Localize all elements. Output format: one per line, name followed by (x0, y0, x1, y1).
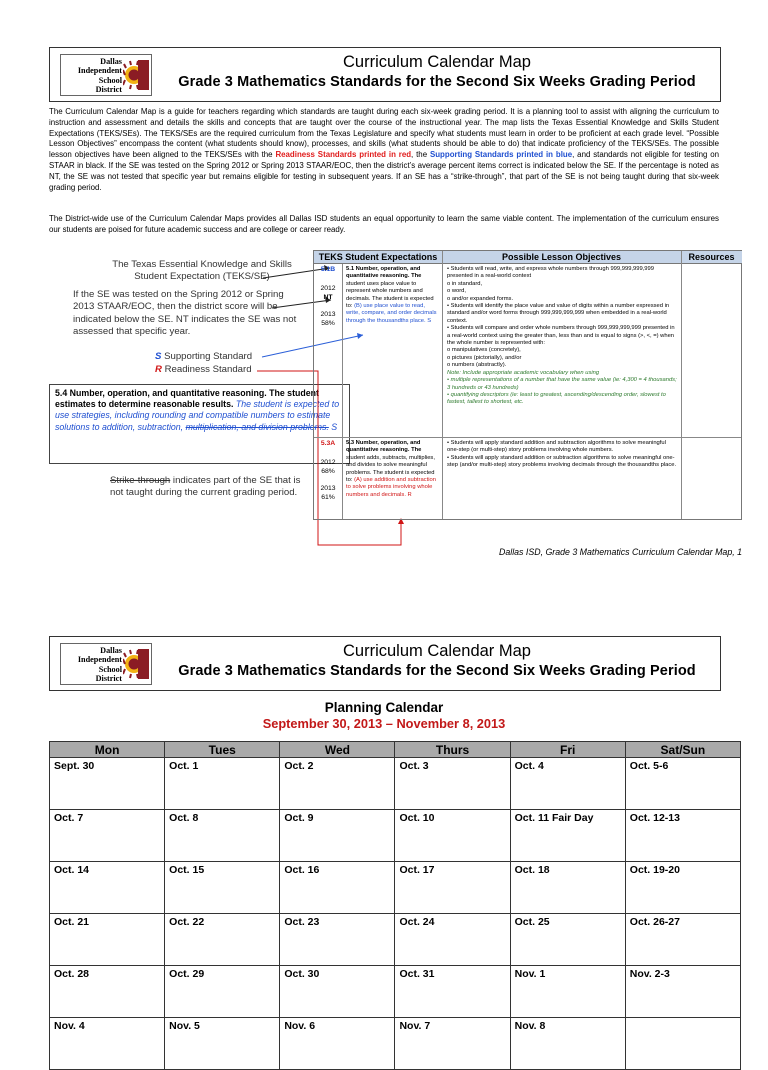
readiness-standards-text: Readiness Standards printed in red (275, 150, 412, 160)
se-supporting-text: (B) use place value to read, write, compare, and order decimals through the thousandths place. S (346, 303, 437, 324)
intro-text: , the (411, 150, 430, 160)
strike-word: Strike-through (110, 475, 171, 486)
calendar-day-cell: Nov. 2-3 (625, 966, 740, 1018)
se-bold: 5.1 Number, operation, and quantitative reasoning. The (346, 266, 422, 280)
calendar-day-cell: Oct. 4 (510, 758, 625, 810)
logo-line: School (98, 75, 122, 85)
readiness-label: Readiness Standard (164, 364, 252, 375)
planning-calendar (49, 741, 741, 1070)
logo-line: School (98, 664, 122, 674)
se-readiness-text: (A) use addition and subtraction to solve problems involving whole numbers and decimals. R (346, 477, 436, 498)
supporting-label: Supporting Standard (164, 351, 253, 362)
calendar-day-cell: Oct. 22 (165, 914, 280, 966)
example-se-bold: 5.4 Number, operation, and quantitative reasoning. The student estimates to determine reasonable results. (55, 388, 319, 410)
page2-header-banner (49, 636, 721, 691)
example-se-strike: multiplication, and division problems. (185, 421, 329, 432)
logo-line: Dallas (100, 646, 122, 655)
table-divider (442, 251, 443, 519)
calendar-day-cell: Oct. 26-27 (625, 914, 740, 966)
calendar-day-cell: Oct. 23 (280, 914, 395, 966)
calendar-day-cell: Sept. 30 (50, 758, 165, 810)
se-bold: 5.3 Number, operation, and quantitative reasoning. The (346, 440, 422, 454)
calendar-week-row (50, 966, 741, 1018)
calendar-day-cell: Oct. 11 Fair Day (510, 810, 625, 862)
page-footer: Dallas ISD, Grade 3 Mathematics Curriculum Calendar Map, 1 (499, 547, 742, 557)
calendar-day-cell: Oct. 30 (280, 966, 395, 1018)
logo-line: Independent (77, 66, 122, 76)
vocab-note: • multiple representations of a number that have the same value (ie: 4,300 = 4 thousands; 3 hundreds or 43 hundreds) (447, 377, 677, 391)
page-title: Curriculum Calendar Map (343, 53, 531, 71)
calendar-day-cell: Oct. 9 (280, 810, 395, 862)
calendar-day-cell: Oct. 28 (50, 966, 165, 1018)
sun-icon (123, 649, 149, 679)
day-header: Tues (165, 742, 280, 758)
page-title: Curriculum Calendar Map (343, 642, 531, 660)
calendar-day-cell: Oct. 7 (50, 810, 165, 862)
year-label: 2013 (320, 311, 336, 318)
day-header: Mon (50, 742, 165, 758)
example-se-letter: S (328, 421, 338, 432)
readiness-letter: R (155, 364, 162, 375)
objectives-list (447, 266, 678, 407)
calendar-day-cell: Oct. 29 (165, 966, 280, 1018)
objective-item: o in standard, (447, 280, 483, 287)
calendar-day-cell: Oct. 31 (395, 966, 510, 1018)
strike-annotation-text: indicates part of the SE that is not taught during the current grading period. (110, 475, 301, 499)
day-header: Sat/Sun (625, 742, 740, 758)
resources-header: Resources (681, 251, 742, 264)
year-score: NT (323, 294, 333, 301)
calendar-day-cell (625, 1018, 740, 1070)
calendar-header-row (50, 742, 741, 758)
calendar-week-row (50, 914, 741, 966)
se-description (346, 266, 439, 325)
intro-text: , and standards not eligible for testing on STAAR in black. If the SE was tested on the Spring 2012 or Spring 2013 STAAR/EOC, then the district’s average percent items correct is indicated below the SE. If the percentage is noted as NT, the SE was not tested that specific year but remains eligible for testing in subsequent years. If an SE has a “strike-through”, that part of the SE is not being taught during that six-week grading period. (49, 150, 720, 192)
objective-item: • Students will identify the place value and value of digits within a number expressed in standard and/or word forms through 999,999,999,999 when embedded in a real-world context. (447, 303, 670, 324)
year-label: 2012 (320, 459, 336, 466)
logo-line: Dallas (100, 57, 122, 66)
calendar-title: Planning Calendar (324, 700, 444, 715)
calendar-day-cell: Oct. 15 (165, 862, 280, 914)
page-subtitle: Grade 3 Mathematics Standards for the Second Six Weeks Grading Period (178, 74, 696, 90)
calendar-day-cell: Oct. 18 (510, 862, 625, 914)
day-header: Wed (280, 742, 395, 758)
intro-text: The Curriculum Calendar Map is a guide for teachers regarding which standards are taught during each six-week grading period. It is a planning tool to assist with aligning the curriculum to instruction and assessment and details the skills and concepts that are taught over the course of the instructional year. The map lists the Texas Essential Knowledge and Skills Student Expectations (TEKS/SEs). The TEKS/SEs are the required curriculum from the Texas Legislature and specify what students must learn in order to be proficient at each grade level. “Possible Lesson Objectives” encompass the content (what students should know), processes, and skills (what students should be able to do) that indicate proficiency of the TEKS/SEs. The possible lesson objectives have been aligned to the TEKS/SEs with the (49, 107, 719, 160)
intro-text: The District-wide use of the Curriculum Calendar Maps provides all Dallas ISD students an equal opportunity to learn the same viable content. The implementation of the curriculum ensures our students are poised for future academic success and are college or career ready. (49, 214, 719, 234)
calendar-day-cell: Oct. 25 (510, 914, 625, 966)
calendar-day-cell: Nov. 5 (165, 1018, 280, 1070)
objective-item: • Students will compare and order whole numbers through 999,999,999,999 presented in a real-world context using the greater than, less than and is equal to signs (>, <, =) when the whole number is represented with: (447, 325, 675, 347)
year-label: 2013 (320, 485, 336, 492)
calendar-day-cell: Oct. 16 (280, 862, 395, 914)
se-text: student uses place value to represent whole numbers and decimals. The student is expected to: (346, 280, 434, 310)
calendar-day-cell: Nov. 4 (50, 1018, 165, 1070)
calendar-day-cell: Oct. 24 (395, 914, 510, 966)
calendar-day-cell: Oct. 14 (50, 862, 165, 914)
year-score: 61% (321, 494, 335, 501)
objective-item: • Students will apply standard addition or subtraction algorithms to solve meaningful one-step (and/or multi-step) story problems involving decimals through the thousandths place. (447, 454, 677, 469)
supporting-standards-text: Supporting Standards printed in blue (429, 150, 573, 160)
se-code: 5.1B (320, 266, 336, 273)
district-logo (60, 643, 152, 685)
day-header: Thurs (395, 742, 510, 758)
logo-line: Independent (77, 655, 122, 665)
objectives-list (447, 440, 678, 470)
objective-item: o word, (447, 288, 467, 295)
row-divider (314, 437, 741, 438)
year-score: 68% (321, 468, 335, 475)
calendar-day-cell: Oct. 3 (395, 758, 510, 810)
sample-teks-table (313, 250, 742, 520)
teks-header: TEKS Student Expectations (314, 251, 442, 264)
calendar-day-cell: Oct. 2 (280, 758, 395, 810)
calendar-week-row (50, 1018, 741, 1070)
day-header: Fri (510, 742, 625, 758)
calendar-week-row (50, 758, 741, 810)
calendar-day-cell: Nov. 1 (510, 966, 625, 1018)
calendar-day-cell: Nov. 7 (395, 1018, 510, 1070)
calendar-week-row (50, 810, 741, 862)
vocab-note: • quantifying descriptors (ie: least to greatest, ascending/descending order, slowest to fastest, tallest to shortest, etc. (447, 391, 666, 406)
calendar-day-cell: Oct. 19-20 (625, 862, 740, 914)
calendar-week-row (50, 862, 741, 914)
teks-annotation-text: The Texas Essential Knowledge and Skills Student Expectation (TEKS/SE) (112, 259, 292, 283)
year-label: 2012 (320, 285, 336, 292)
objective-item: o numbers (abstractly). (447, 362, 507, 369)
supporting-letter: S (155, 351, 162, 362)
logo-line: District (95, 85, 122, 95)
calendar-day-cell: Oct. 17 (395, 862, 510, 914)
logo-text (64, 646, 122, 684)
objectives-header: Possible Lesson Objectives (442, 251, 681, 264)
calendar-day-cell: Oct. 1 (165, 758, 280, 810)
calendar-day-cell: Oct. 8 (165, 810, 280, 862)
calendar-day-cell: Nov. 8 (510, 1018, 625, 1070)
vocab-note: Note: Include appropriate academic vocabulary when using (447, 369, 600, 376)
calendar-day-cell: Oct. 5-6 (625, 758, 740, 810)
logo-line: District (95, 674, 122, 684)
se-code: 5.3A (320, 440, 336, 447)
calendar-day-cell: Nov. 6 (280, 1018, 395, 1070)
objective-item: • Students will apply standard addition and subtraction algorithms to solve meaningful one-step (or multi-step) story problems involving whole numbers. (447, 440, 666, 454)
objective-item: o manipulatives (concretely), (447, 347, 521, 354)
table-divider (342, 264, 343, 519)
objective-item: o pictures (pictorially), and/or (447, 354, 522, 361)
se-description (346, 440, 439, 499)
page-subtitle: Grade 3 Mathematics Standards for the Second Six Weeks Grading Period (178, 663, 696, 679)
calendar-day-cell: Oct. 21 (50, 914, 165, 966)
tested-annotation-text: If the SE was tested on the Spring 2012 or Spring 2013 STAAR/EOC, then the district score will be indicated below the SE. NT indicates the SE was not assessed that specific year. (73, 289, 297, 338)
objective-item: o and/or expanded forms. (447, 295, 514, 302)
calendar-day-cell: Oct. 10 (395, 810, 510, 862)
se-text: student adds, subtracts, multiplies, and divides to solve meaningful problems. The student is expected to: (346, 454, 435, 484)
year-score: 58% (321, 320, 335, 327)
table-divider (681, 251, 682, 519)
calendar-date-range: September 30, 2013 – November 8, 2013 (262, 716, 506, 731)
calendar-day-cell: Oct. 12-13 (625, 810, 740, 862)
objective-item: • Students will read, write, and express whole numbers through 999,999,999,999 presented in a real-world context (447, 266, 654, 280)
example-se-blue: The student is expected to use strategies, including rounding and compatible numbers to estimate solutions to addition, subtraction, (55, 399, 340, 432)
